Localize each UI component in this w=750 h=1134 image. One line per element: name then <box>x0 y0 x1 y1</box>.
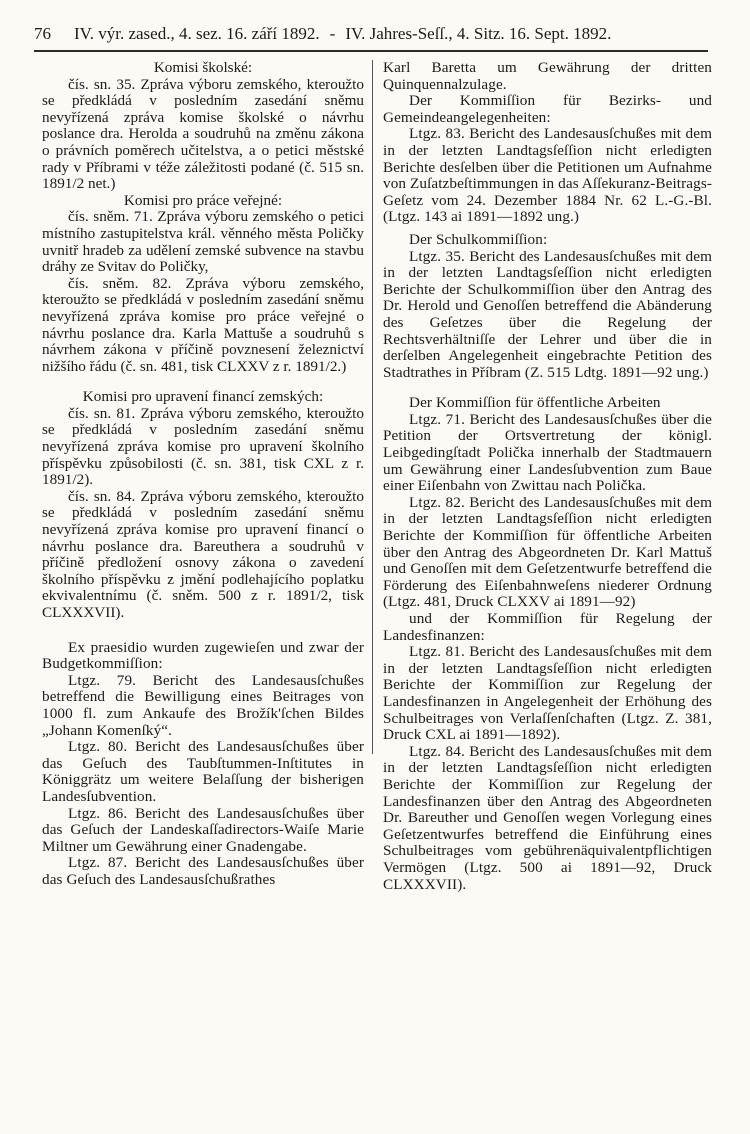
paragraph: Ex praesidio wurden zugewieſen und zwar der Budgetkommiſſion: <box>42 638 364 673</box>
paragraph: Karl Baretta um Gewährung der dritten Quinquennalzulage. <box>383 59 712 93</box>
spacer <box>42 375 364 389</box>
paragraph: Ltgz. 87. Bericht des Landesausſchußes über das Geſuch des Landesausſchußrathes <box>42 854 364 888</box>
paragraph: Ltgz. 79. Bericht des Landesausſchußes betreffend die Bewilligung eines Beitrages von 1000 fl. zum Ankaufe des Brožík'ſchen Bildes „Johann Komenſký“. <box>42 671 364 739</box>
paragraph: Ltgz. 84. Bericht des Landesausſchußes mit dem in der letzten Landtagsſeſſion nicht erledigten Berichte der Kommiſſion zur Regelung der Landesfinanzen über den Antrag des Abgeordneten Dr. Bareuther und Genoſſen wegen Vorlegung eines Geſetzentwurfes betreffend die Einführung eines Schulbeitrages vom gebührenäquivalentpflichtigen Vermögen (Ltgz. 500 ai 1891—92, Druck CLXXXVII). <box>383 742 712 893</box>
page-number: 76 <box>34 24 51 43</box>
paragraph: Ltgz. 71. Bericht des Landesausſchußes über die Petition der Ortsvertretung der königl. Leibgedingſtadt Polička innerhalb der Stadtmauern um Gewährung einer Landesſubvention zum Baue einer Eiſenbahn von Zwittau nach Polička. <box>383 410 712 495</box>
header-german: IV. Jahres-Seſſ., 4. Sitz. 16. Sept. 1892. <box>345 24 612 43</box>
right-column <box>373 60 712 1134</box>
two-column-body <box>42 60 712 1134</box>
paragraph: Der Kommiſſion für öffentliche Arbeiten <box>409 394 661 412</box>
paragraph: Der Kommiſſion für Bezirks- und Gemeindeangelegenheiten: <box>383 92 712 126</box>
paragraph: čís. sn. 35. Zpráva výboru zemského, kteroužto se předkládá v posledním zasedání sněmu nevyřízená zpráva komise školské o návrhu poslance dra. Herolda a soudruhů na změnu zákona o právních poměrech učitelstva, a o petici městské rady v Příbrami v téže záležitosti podané (č. 515 sn. 1891/2 net.) <box>42 75 364 193</box>
paragraph: čís. sn. 84. Zpráva výboru zemského, kteroužto se předkládá v posledním zasedání sněmu nevyřízená zpráva komise pro upravení financí o návrhu poslance dra. Bareuthera a soudruhů v příčině předložení osnovy zákona o zavedení školního příspěvku z jmění podlehajícího poplatku ekvivalentnímu (č. sněm. 500 z r. 1891/2, tisk CLXXXVII). <box>42 487 364 621</box>
left-column <box>42 60 372 1134</box>
paragraph: Ltgz. 81. Bericht des Landesausſchußes mit dem in der letzten Landtagsſeſſion nicht erledigten Berichte der Kommiſſion zur Regelung der Landesfinanzen in Angelegenheit der Erhöhung des Schulbeitrages von Verlaſſenſchaften (Ltgz. Z. 381, Druck CXL ai 1891—1892). <box>383 643 712 744</box>
paragraph: čís. sněm. 71. Zpráva výboru zemského o petici místního zastupitelstva král. věnného města Poličky uvnitř hradeb za udělení zemské subvence na stavbu dráhy ze Svitav do Poličky, <box>42 208 364 276</box>
header-separator: - <box>329 24 336 43</box>
paragraph: Ltgz. 82. Bericht des Landesausſchußes mit dem in der letzten Landtagsſeſſion nicht erledigten Berichte der Kommiſſion für öffentliche Arbeiten über den Antrag des Abgeordneten Dr. Karl Mattuš und Genoſſen mit dem Geſetzentwurfe betreffend die Förderung des Eiſenbahnweſens niederer Ordnung (Ltgz. 481, Druck CLXXV ai 1891—92) <box>383 493 712 611</box>
paragraph: Ltgz. 80. Bericht des Landesausſchußes über das Geſuch des Taubſtummen-Inſtitutes in Königgrätz um weitere Belaſſung der bisherigen Landesſubvention. <box>42 738 364 805</box>
section-heading: Komisi pro práce veřejné: <box>123 191 283 209</box>
section-heading: Komisi školské: <box>153 59 253 76</box>
page-header <box>34 24 708 52</box>
german-text-block-right <box>383 60 712 893</box>
paragraph: Ltgz. 35. Bericht des Landesausſchußes mit dem in der letzten Landtagsſeſſion nicht erledigten Berichte der Schulkommiſſion über den Antrag des Dr. Herold und Genoſſen betreffend die Abänderung des Geſetzes über die Regelung der Rechtsverhältniſſe der Lehrer und über die in derſelben Angelegenheit eingebrachte Petition des Stadtrathes in Příbram (Z. 515 Ldtg. 1891—92 ung.) <box>383 247 712 381</box>
paragraph: Der Schulkommiſſion: <box>409 230 548 248</box>
paragraph: Ltgz. 86. Bericht des Landesausſchußes über das Geſuch der Landeskaſſadirectors-Waiſe Marie Miltner um Gewährung einer Gnadengabe. <box>42 804 364 855</box>
header-czech: IV. výr. zased., 4. sez. 16. září 1892. <box>74 24 320 43</box>
paragraph: čís. sněm. 82. Zpráva výboru zemského, kteroužto se předkládá v posledním zasedání sněmu nevyřízená zpráva komise pro práce veřejné o návrhu poslance dra. Karla Mattuše a soudruhů s návrhem zákona v příčině povznesení železnictví nižšího řádu (č. sn. 481, tisk CLXXV z r. 1891/2.) <box>42 274 364 375</box>
section-heading: Komisi pro upravení financí zemských: <box>82 388 324 406</box>
paragraph: und der Kommiſſion für Regelung der Landesfinanzen: <box>383 610 712 644</box>
paragraph: Ltgz. 83. Bericht des Landesausſchußes mit dem in der letzten Landtagsſeſſion nicht erledigten Berichte desſelben über die Petitionen um Aufnahme von Zuſatzbeſtimmungen in das Aſſekuranz-Beitrags-Geſetz vom 24. Dezember 1884 Nr. 62 L.-G.-Bl. (Ltgz. 143 ai 1891—1892 ung.) <box>383 125 712 226</box>
paragraph: čís. sn. 81. Zpráva výboru zemského, kteroužto se předkládá v posledním zasedání sněmu nevyřízená zpráva komise pro upravení školního příspěvku způsobilosti (č. sn. 381, tisk CXL z r. 1891/2). <box>42 404 364 489</box>
spacer <box>383 381 712 395</box>
czech-text-block <box>42 60 364 622</box>
german-text-block-left <box>42 640 364 889</box>
